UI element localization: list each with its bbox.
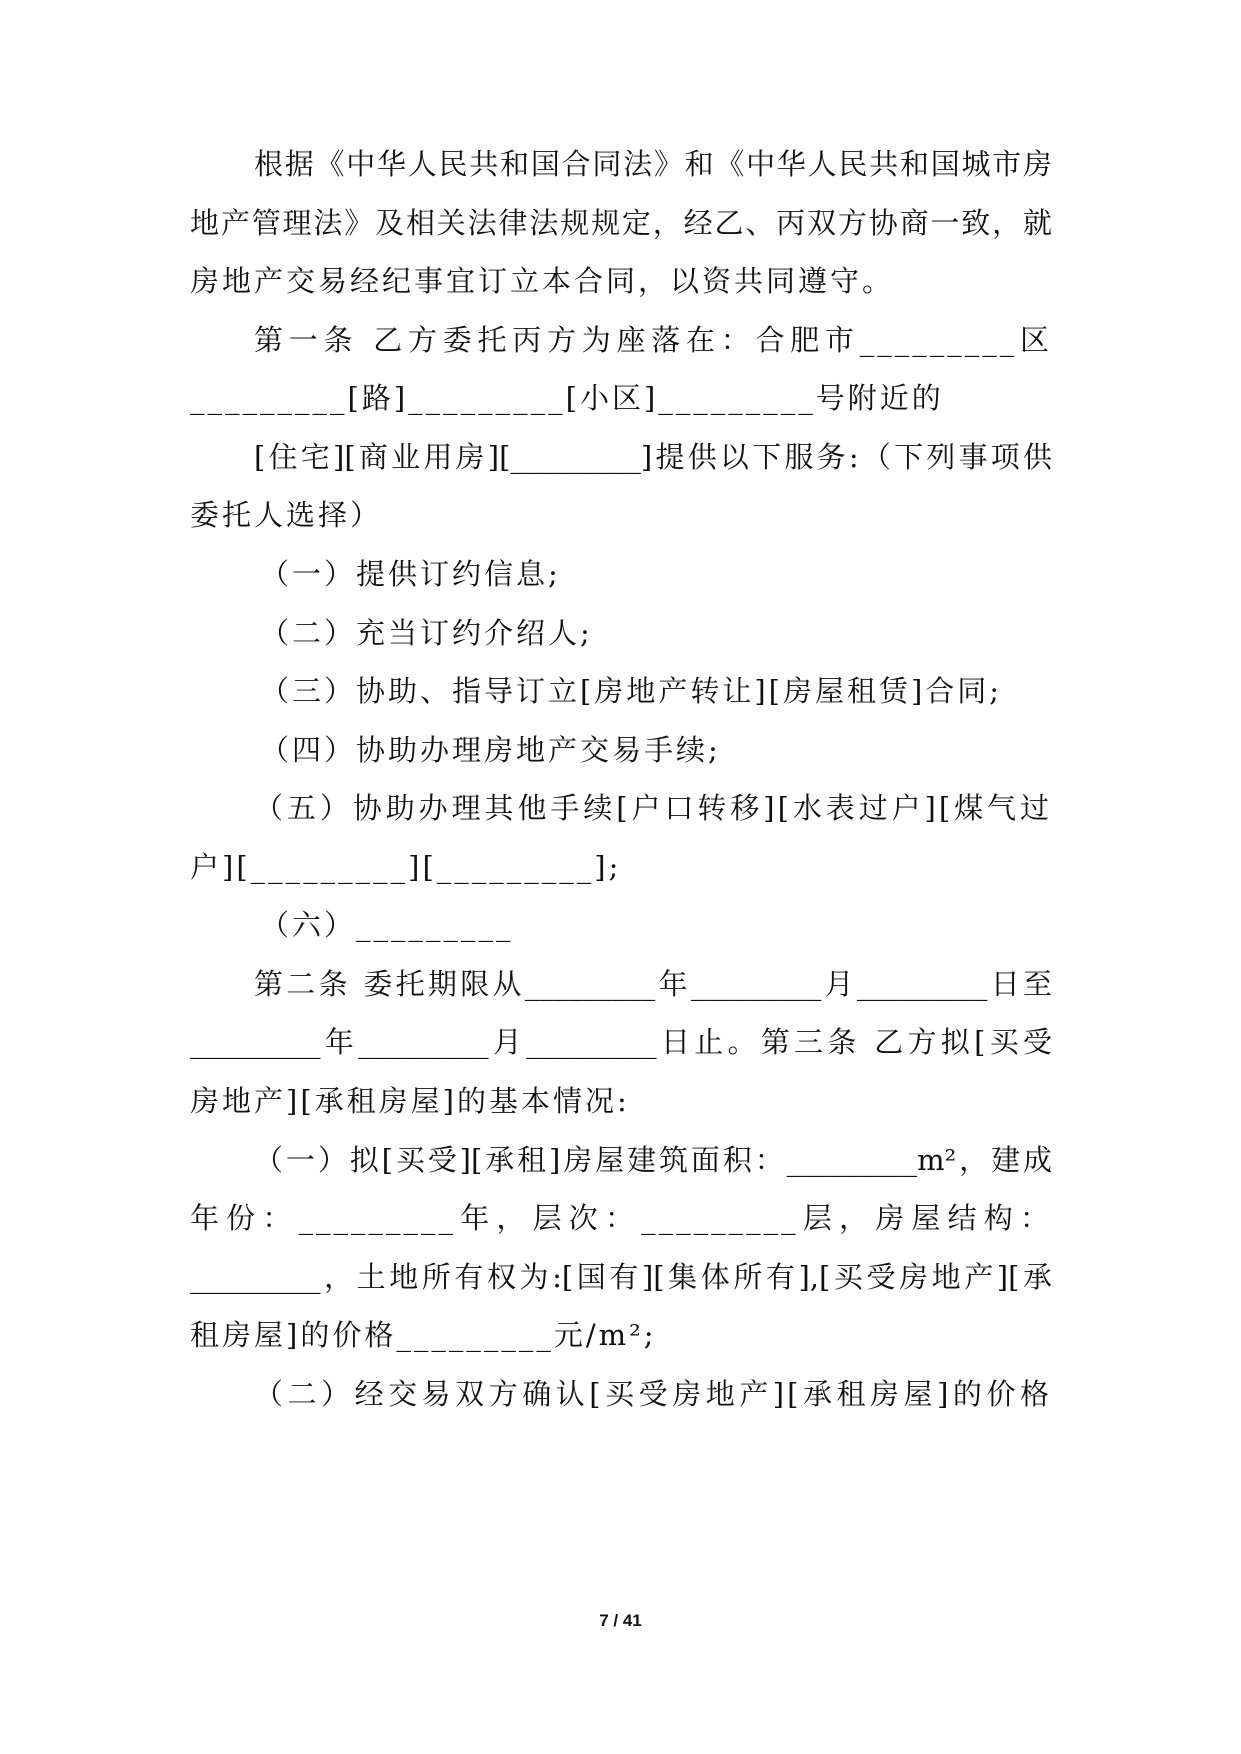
paragraph-line: 地产管理法》及相关法律法规规定，经乙、丙双方协商一致，就: [190, 206, 1052, 240]
list-item: （一）提供订约信息;: [260, 557, 561, 591]
paragraph-line: 租房屋]的价格_________元/m²;: [190, 1318, 657, 1352]
list-item: （五）协助办理其他手续[户口转移][水表过户][煤气过: [254, 791, 1052, 825]
list-item: （六）_________: [260, 908, 514, 942]
paragraph-line: 年份：_________年，层次：_________层，房屋结构：: [190, 1201, 1052, 1235]
paragraph-line: _________，土地所有权为:[国有][集体所有],[买受房地产][承: [190, 1260, 1052, 1294]
paragraph-line: 房地产交易经纪事宜订立本合同，以资共同遵守。: [190, 264, 895, 298]
paragraph-line: 户][_________][_________];: [190, 850, 622, 884]
paragraph-line: 房地产][承租房屋]的基本情况:: [190, 1084, 630, 1118]
paragraph-line: 委托人选择）: [190, 498, 383, 532]
list-item: （三）协助、指导订立[房地产转让][房屋租赁]合同;: [260, 674, 1003, 708]
paragraph-line: [住宅][商业用房][_________]提供以下服务:（下列事项供: [254, 440, 1052, 474]
paragraph-line: _________年_________月_________日止。第三条 乙方拟[买受: [190, 1025, 1052, 1059]
list-item: （一）拟[买受][承租]房屋建筑面积：_________m²，建成: [254, 1143, 1052, 1177]
list-item: （四）协助办理房地产交易手续;: [260, 733, 721, 767]
list-item: （二）经交易双方确认[买受房地产][承租房屋]的价格: [254, 1377, 1052, 1411]
page-number: 7 / 41: [599, 1611, 642, 1630]
paragraph-line: 根据《中华人民共和国合同法》和《中华人民共和国城市房: [254, 147, 1052, 181]
paragraph-line: 第一条 乙方委托丙方为座落在：合肥市_________区: [254, 323, 1052, 357]
list-item: （二）充当订约介绍人;: [260, 616, 593, 650]
paragraph-line: 第二条 委托期限从_________年_________月_________日至: [254, 967, 1052, 1001]
paragraph-line: _________[路]_________[小区]_________号附近的: [190, 381, 944, 415]
